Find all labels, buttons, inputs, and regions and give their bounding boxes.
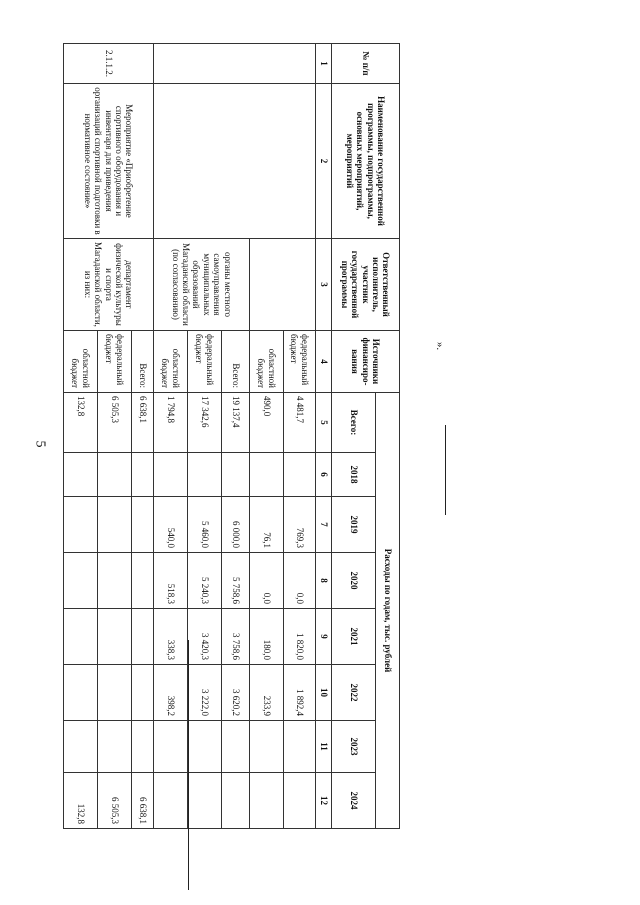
cell-total: 6 638,1 — [132, 393, 154, 453]
header-year: 2024 — [332, 773, 376, 829]
header-year: 2018 — [332, 453, 376, 497]
cell-executor-empty — [250, 239, 316, 331]
cell-value — [64, 497, 98, 553]
cell-value — [132, 609, 154, 665]
cell-total: 1 794,8 — [154, 393, 188, 453]
cell-executor: органы местного самоуправления муниципальных образований Магаданской области (по согласованию) — [154, 239, 250, 331]
table-row — [284, 44, 316, 829]
expenses-table — [63, 43, 400, 829]
cell-source: областной бюджет — [154, 331, 188, 393]
cell-number-empty — [154, 44, 316, 84]
cell-value: 76,1 — [250, 497, 284, 553]
cell-source: федеральный бюджет — [284, 331, 316, 393]
cell-value: 398,2 — [154, 665, 188, 721]
item-name: Мероприятие «Приобретение спортивного оборудования и инвентаря для приведения организаций спортивной подготовки в нормативное состояние» — [64, 84, 154, 239]
cell-value — [64, 609, 98, 665]
cell-value — [98, 665, 132, 721]
cell-value: 233,9 — [250, 665, 284, 721]
header-name: Наименование государственной программы, подпрограммы, основных мероприятий, мероприятий — [332, 84, 400, 239]
cell-value — [222, 773, 250, 829]
cell-value — [132, 553, 154, 609]
cell-value — [154, 721, 188, 773]
item-number: 2.1.1.2. — [64, 44, 154, 84]
cell-value — [250, 773, 284, 829]
cell-value — [64, 453, 98, 497]
header-year: 2023 — [332, 721, 376, 773]
cell-value — [132, 453, 154, 497]
cell-value — [284, 453, 316, 497]
col-number: 2 — [316, 84, 332, 239]
cell-total: 4 481,7 — [284, 393, 316, 453]
header-total: Всего: — [332, 393, 376, 453]
cell-value: 6 638,1 — [132, 773, 154, 829]
header-year: 2022 — [332, 665, 376, 721]
cell-value: 518,3 — [154, 553, 188, 609]
cell-value — [98, 497, 132, 553]
col-number: 1 — [316, 44, 332, 84]
cell-name-empty — [154, 84, 316, 239]
table-row — [132, 44, 154, 829]
cell-source: федеральный бюджет — [98, 331, 132, 393]
cell-value — [64, 553, 98, 609]
rotated-table-container — [60, 43, 400, 828]
cell-value — [250, 453, 284, 497]
cell-value: 5 240,3 — [188, 553, 222, 609]
cell-total: 17 342,6 — [188, 393, 222, 453]
cell-value: 1 892,4 — [284, 665, 316, 721]
header-year: 2021 — [332, 609, 376, 665]
cell-value — [64, 665, 98, 721]
cell-value: 0,0 — [284, 553, 316, 609]
col-number: 12 — [316, 773, 332, 829]
cell-value: 132,8 — [64, 773, 98, 829]
cell-value: 769,3 — [284, 497, 316, 553]
header-year: 2019 — [332, 497, 376, 553]
cell-value — [154, 453, 188, 497]
cell-source: Всего: — [132, 331, 154, 393]
cell-value: 5 460,0 — [188, 497, 222, 553]
cell-value — [284, 721, 316, 773]
cell-value: 5 758,6 — [222, 553, 250, 609]
divider-line — [445, 425, 446, 515]
cell-value: 338,3 — [154, 609, 188, 665]
cell-total: 132,8 — [64, 393, 98, 453]
cell-value: 3 222,0 — [188, 665, 222, 721]
cell-total: 490,0 — [250, 393, 284, 453]
col-number: 9 — [316, 609, 332, 665]
cell-value — [284, 773, 316, 829]
cell-value: 6 000,0 — [222, 497, 250, 553]
cell-value — [222, 721, 250, 773]
cell-value — [188, 721, 222, 773]
cell-value — [98, 721, 132, 773]
header-number: № п/п — [332, 44, 400, 84]
cell-source: Всего: — [222, 331, 250, 393]
col-number: 6 — [316, 453, 332, 497]
cell-value: 180,0 — [250, 609, 284, 665]
header-executor: Ответственный исполнитель, участник государственной программы — [332, 239, 400, 331]
cell-value: 3 420,3 — [188, 609, 222, 665]
header-year: 2020 — [332, 553, 376, 609]
cell-value — [222, 453, 250, 497]
cell-value — [98, 553, 132, 609]
cell-value: 0,0 — [250, 553, 284, 609]
cell-total: 19 137,4 — [222, 393, 250, 453]
cell-source: федеральный бюджет — [188, 331, 222, 393]
closing-quote: ». — [434, 341, 447, 351]
cell-source: областной бюджет — [250, 331, 284, 393]
cell-value — [188, 773, 222, 829]
header-source: Источники финансиро-вания — [332, 331, 400, 393]
col-number: 5 — [316, 393, 332, 453]
cell-value — [98, 609, 132, 665]
cell-value: 3 758,6 — [222, 609, 250, 665]
col-number: 11 — [316, 721, 332, 773]
col-number: 10 — [316, 665, 332, 721]
col-number: 7 — [316, 497, 332, 553]
cell-value — [132, 721, 154, 773]
footer-line — [188, 640, 189, 890]
cell-source: областной бюджет — [64, 331, 98, 393]
cell-value: 1 820,0 — [284, 609, 316, 665]
item-executor: департамент физической культуры и спорта Магаданской области, из них: — [64, 239, 154, 331]
cell-value — [188, 453, 222, 497]
cell-value — [132, 497, 154, 553]
cell-value: 3 620,2 — [222, 665, 250, 721]
cell-total: 6 505,3 — [98, 393, 132, 453]
cell-value — [154, 773, 188, 829]
header-expenses-group: Расходы по годам, тыс. рублей — [376, 393, 400, 829]
cell-value — [98, 453, 132, 497]
col-number: 3 — [316, 239, 332, 331]
cell-value — [64, 721, 98, 773]
cell-value: 6 505,3 — [98, 773, 132, 829]
cell-value: 540,0 — [154, 497, 188, 553]
col-number: 8 — [316, 553, 332, 609]
col-number: 4 — [316, 331, 332, 393]
page-number: 5 — [32, 440, 48, 448]
cell-value — [250, 721, 284, 773]
cell-value — [132, 665, 154, 721]
